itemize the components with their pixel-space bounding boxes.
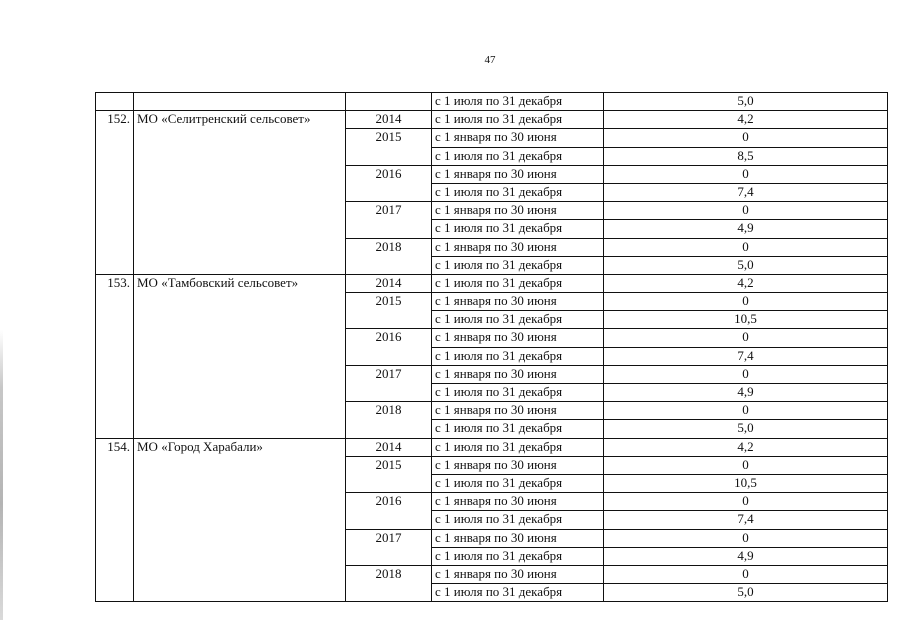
year-cell: 2014 (346, 111, 432, 129)
value-cell: 5,0 (604, 584, 888, 602)
value-cell: 4,9 (604, 547, 888, 565)
value-cell: 0 (604, 493, 888, 511)
value-cell: 10,5 (604, 474, 888, 492)
period-cell: с 1 января по 30 июня (432, 129, 604, 147)
value-cell: 0 (604, 565, 888, 583)
period-cell: с 1 июля по 31 декабря (432, 584, 604, 602)
value-cell: 10,5 (604, 311, 888, 329)
value-cell: 7,4 (604, 511, 888, 529)
period-cell: с 1 июля по 31 декабря (432, 474, 604, 492)
table-row (96, 274, 888, 292)
value-cell: 4,2 (604, 438, 888, 456)
value-cell: 4,9 (604, 220, 888, 238)
period-cell: с 1 июля по 31 декабря (432, 511, 604, 529)
year-cell: 2018 (346, 238, 432, 274)
rates-table (95, 92, 888, 602)
table-row (96, 111, 888, 129)
page-number: 47 (484, 54, 496, 66)
period-cell: с 1 июля по 31 декабря (432, 420, 604, 438)
year-cell: 2017 (346, 365, 432, 401)
value-cell: 0 (604, 165, 888, 183)
value-cell: 7,4 (604, 347, 888, 365)
value-cell: 4,9 (604, 384, 888, 402)
entity-name-cell (134, 93, 346, 111)
table-row (96, 438, 888, 456)
period-cell: с 1 июля по 31 декабря (432, 256, 604, 274)
year-cell: 2017 (346, 529, 432, 565)
entity-name-cell: МО «Селитренский сельсовет» (134, 111, 346, 275)
year-cell (346, 93, 432, 111)
period-cell: с 1 января по 30 июня (432, 202, 604, 220)
period-cell: с 1 июля по 31 декабря (432, 111, 604, 129)
period-cell: с 1 июля по 31 декабря (432, 438, 604, 456)
rates-table-body (96, 93, 888, 602)
scan-edge-artifact (0, 330, 3, 620)
value-cell: 0 (604, 456, 888, 474)
period-cell: с 1 января по 30 июня (432, 456, 604, 474)
year-cell: 2014 (346, 438, 432, 456)
period-cell: с 1 января по 30 июня (432, 565, 604, 583)
value-cell: 5,0 (604, 93, 888, 111)
period-cell: с 1 января по 30 июня (432, 529, 604, 547)
entity-name-cell: МО «Город Харабали» (134, 438, 346, 602)
year-cell: 2014 (346, 274, 432, 292)
value-cell: 0 (604, 238, 888, 256)
period-cell: с 1 января по 30 июня (432, 165, 604, 183)
year-cell: 2017 (346, 202, 432, 238)
period-cell: с 1 января по 30 июня (432, 293, 604, 311)
value-cell: 5,0 (604, 420, 888, 438)
period-cell: с 1 июля по 31 декабря (432, 274, 604, 292)
value-cell: 0 (604, 129, 888, 147)
value-cell: 0 (604, 329, 888, 347)
period-cell: с 1 июля по 31 декабря (432, 347, 604, 365)
value-cell: 4,2 (604, 111, 888, 129)
value-cell: 4,2 (604, 274, 888, 292)
value-cell: 0 (604, 293, 888, 311)
value-cell: 0 (604, 365, 888, 383)
period-cell: с 1 июля по 31 декабря (432, 183, 604, 201)
period-cell: с 1 июля по 31 декабря (432, 220, 604, 238)
entity-name-cell: МО «Тамбовский сельсовет» (134, 274, 346, 438)
period-cell: с 1 июля по 31 декабря (432, 547, 604, 565)
period-cell: с 1 января по 30 июня (432, 365, 604, 383)
value-cell: 5,0 (604, 256, 888, 274)
year-cell: 2015 (346, 129, 432, 165)
period-cell: с 1 июля по 31 декабря (432, 311, 604, 329)
value-cell: 0 (604, 402, 888, 420)
period-cell: с 1 января по 30 июня (432, 402, 604, 420)
row-number-cell (96, 93, 134, 111)
period-cell: с 1 июля по 31 декабря (432, 384, 604, 402)
table-row (96, 93, 888, 111)
year-cell: 2015 (346, 456, 432, 492)
period-cell: с 1 января по 30 июня (432, 493, 604, 511)
value-cell: 7,4 (604, 183, 888, 201)
row-number-cell: 152. (96, 111, 134, 275)
year-cell: 2018 (346, 402, 432, 438)
period-cell: с 1 июля по 31 декабря (432, 147, 604, 165)
year-cell: 2016 (346, 329, 432, 365)
value-cell: 0 (604, 202, 888, 220)
period-cell: с 1 января по 30 июня (432, 329, 604, 347)
period-cell: с 1 июля по 31 декабря (432, 93, 604, 111)
year-cell: 2018 (346, 565, 432, 601)
value-cell: 8,5 (604, 147, 888, 165)
row-number-cell: 154. (96, 438, 134, 602)
year-cell: 2015 (346, 293, 432, 329)
year-cell: 2016 (346, 165, 432, 201)
row-number-cell: 153. (96, 274, 134, 438)
period-cell: с 1 января по 30 июня (432, 238, 604, 256)
year-cell: 2016 (346, 493, 432, 529)
value-cell: 0 (604, 529, 888, 547)
